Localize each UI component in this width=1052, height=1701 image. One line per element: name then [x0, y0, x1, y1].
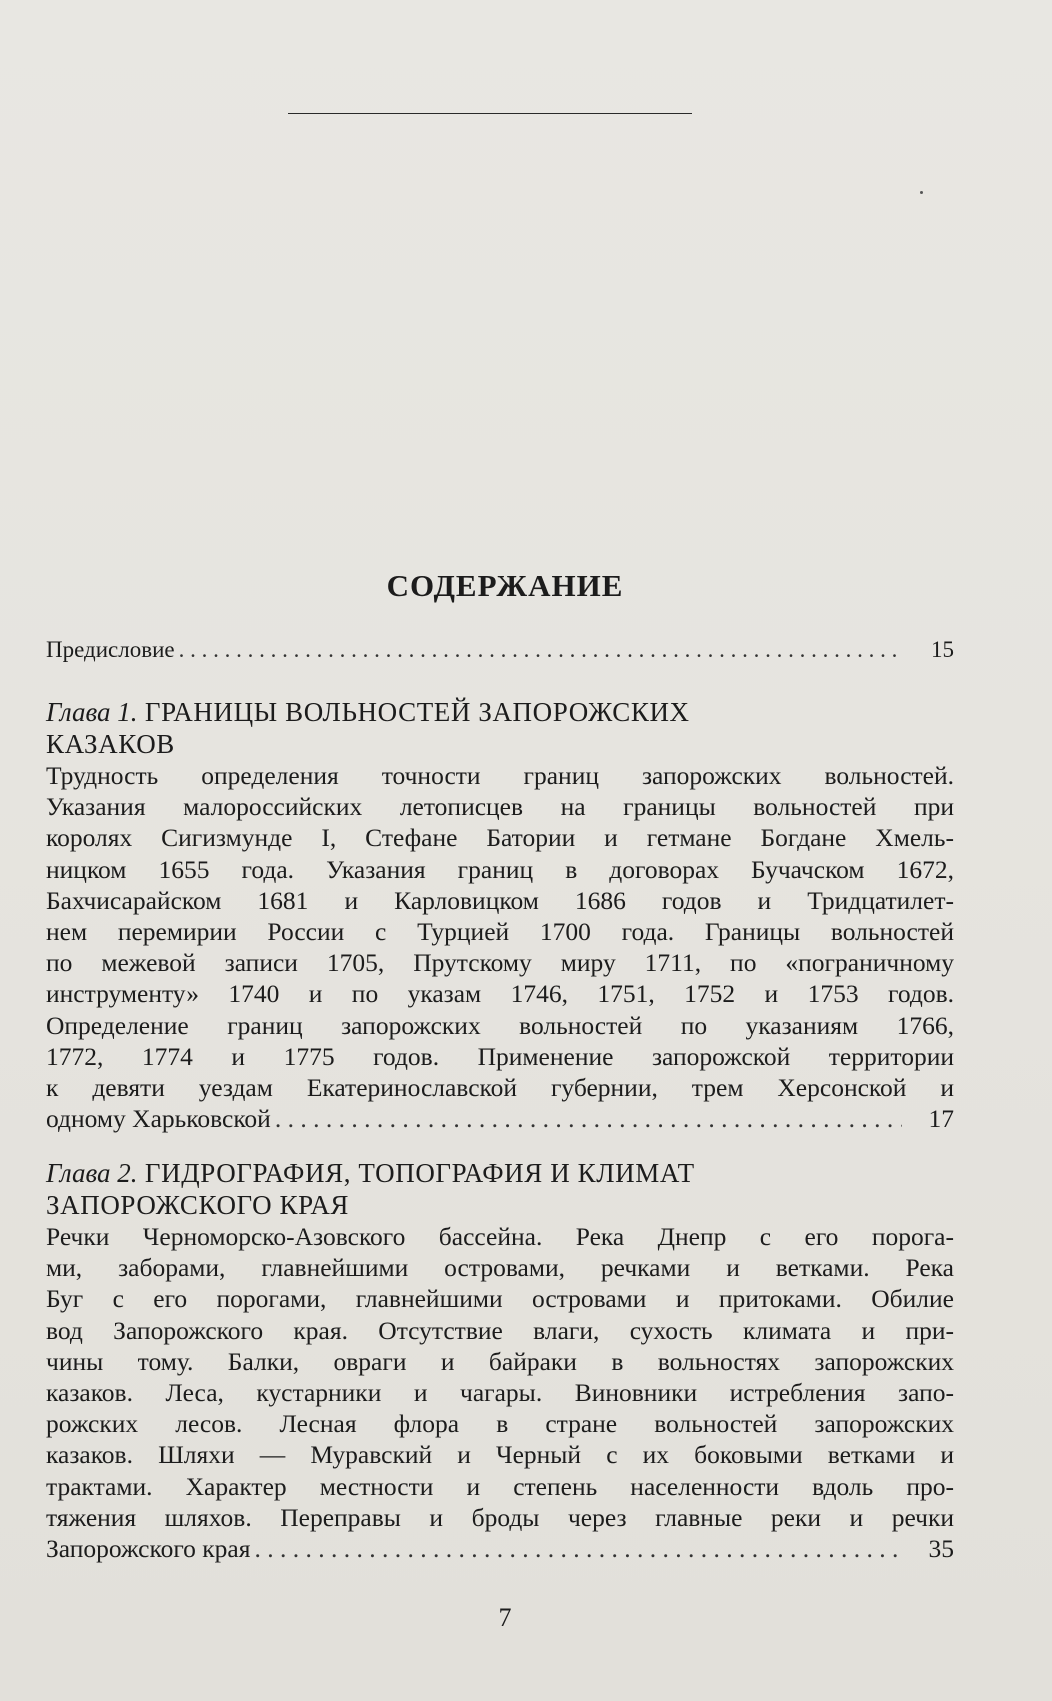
chapter-1-description [46, 760, 954, 1134]
chapter-1-title-line1: ГРАНИЦЫ ВОЛЬНОСТЕЙ ЗАПОРОЖСКИХ [144, 697, 690, 727]
preface-page: 15 [931, 637, 954, 662]
dot-leader [254, 1533, 902, 1564]
chapter-2-desc-line: казаков. Шляхи — Муравский и Черный с их боковыми ветками и [46, 1440, 954, 1470]
chapter-1-desc-line: нем перемирии России с Турцией 1700 года. Границы вольностей [46, 917, 954, 947]
chapter-2-desc-line: тяжения шляхов. Переправы и броды через главные реки и речки [46, 1502, 954, 1532]
chapter-1-desc-line: к девяти уездам Екатеринославской губернии, трем Херсонской и [46, 1073, 954, 1103]
chapter-2-description [46, 1221, 954, 1564]
toc-title: СОДЕРЖАНИЕ [386, 568, 624, 603]
toc-entry-chapter-1 [46, 696, 954, 1134]
chapter-1-heading [46, 696, 954, 760]
dot-leader [179, 634, 902, 666]
chapter-2-desc-line: рожских лесов. Лесная флора в стране вольностей запорожских [46, 1409, 954, 1439]
chapter-1-page: 17 [928, 1104, 954, 1134]
preface-title: Предисловие [46, 637, 175, 662]
chapter-2-page: 35 [928, 1534, 954, 1564]
chapter-1-desc-line: Указания малороссийских летописцев на границы вольностей при [46, 792, 954, 822]
paper-speck [920, 191, 923, 194]
chapter-2-desc-line: ми, заборами, главнейшими островами, речками и ветками. Река [46, 1253, 954, 1283]
chapter-1-desc-line: ницком 1655 года. Указания границ в договорах Бучачском 1672, [46, 854, 954, 884]
chapter-1-label: Глава 1. [46, 697, 138, 727]
chapter-2-desc-line: вод Запорожского края. Отсутствие влаги, сухость климата и при- [46, 1315, 954, 1345]
chapter-2-desc-last: Запорожского края [46, 1534, 251, 1564]
chapter-1-desc-line: Определение границ запорожских вольностей по указаниям 1766, [46, 1010, 954, 1040]
chapter-2-desc-line: Буг с его порогами, главнейшими островами и притоками. Обилие [46, 1284, 954, 1314]
chapter-1-desc-line: по межевой записи 1705, Прутскому миру 1711, по «пограничному [46, 948, 954, 978]
chapter-2-heading [46, 1157, 954, 1221]
chapter-1-desc-line: Трудность определения точности границ запорожских вольностей. [46, 761, 954, 790]
page-number: 7 [498, 1603, 512, 1632]
toc-entry-preface [46, 634, 954, 666]
chapter-1-desc-line: 1772, 1774 и 1775 годов. Применение запорожской территории [46, 1041, 954, 1071]
chapter-2-desc-line: чины тому. Балки, овраги и байраки в вольностях запорожских [46, 1346, 954, 1376]
chapter-1-desc-line: инструменту» 1740 и по указам 1746, 1751, 1752 и 1753 годов. [46, 979, 954, 1009]
chapter-1-last-line [46, 1103, 954, 1134]
chapter-2-desc-line: Речки Черноморско-Азовского бассейна. Река Днепр с его порога- [46, 1222, 954, 1251]
chapter-2-last-line [46, 1533, 954, 1564]
top-rule [288, 113, 692, 114]
dot-leader [275, 1103, 902, 1134]
chapter-2-desc-line: трактами. Характер местности и степень населенности вдоль про- [46, 1471, 954, 1501]
chapter-1-desc-line: Бахчисарайском 1681 и Карловицком 1686 годов и Тридцатилет- [46, 885, 954, 915]
toc-entry-chapter-2 [46, 1157, 954, 1564]
chapter-1-desc-last: одному Харьковской [46, 1104, 271, 1134]
chapter-2-title-line2: ЗАПОРОЖСКОГО КРАЯ [46, 1190, 350, 1220]
chapter-2-title-line1: ГИДРОГРАФИЯ, ТОПОГРАФИЯ И КЛИМАТ [144, 1158, 695, 1188]
chapter-2-label: Глава 2. [46, 1158, 138, 1188]
chapter-2-desc-line: казаков. Леса, кустарники и чагары. Виновники истребления запо- [46, 1378, 954, 1408]
chapter-1-desc-line: королях Сигизмунде I, Стефане Батории и гетмане Богдане Хмель- [46, 823, 954, 853]
chapter-1-title-line2: КАЗАКОВ [46, 729, 175, 759]
